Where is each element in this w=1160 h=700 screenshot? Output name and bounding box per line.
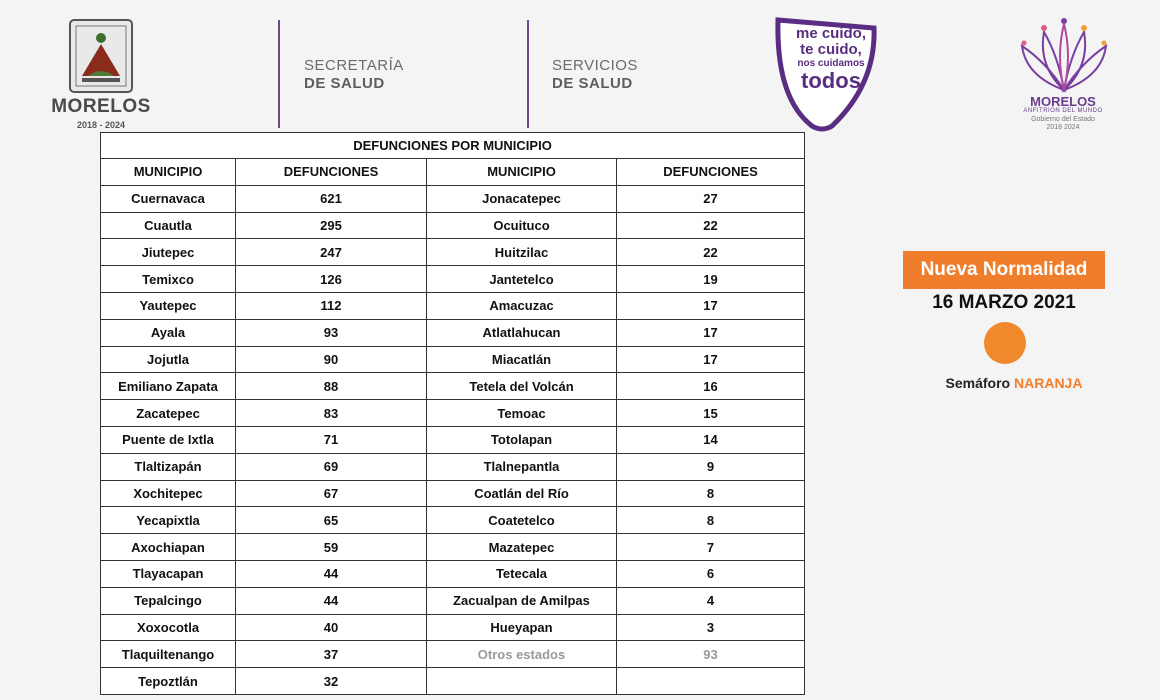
deaths-by-municipality-table: [100, 132, 805, 695]
municipio-cell: Emiliano Zapata: [101, 373, 236, 400]
defunciones-cell: 126: [236, 266, 427, 293]
table-row: [101, 212, 805, 239]
gobierno-line1: Gobierno del Estado: [1031, 116, 1095, 123]
servicios-line2: DE SALUD: [552, 75, 633, 92]
defunciones-cell: 295: [236, 212, 427, 239]
table-row: [101, 587, 805, 614]
table-row: [101, 668, 805, 695]
defunciones-cell: 93: [236, 319, 427, 346]
municipio-cell: Xoxocotla: [101, 614, 236, 641]
table-row: [101, 507, 805, 534]
municipio-cell: Jojutla: [101, 346, 236, 373]
municipio-cell: Xochitepec: [101, 480, 236, 507]
defunciones-cell: 621: [236, 185, 427, 212]
municipio-cell: Amacuzac: [427, 292, 617, 319]
defunciones-cell: 44: [236, 587, 427, 614]
municipio-cell: Zacualpan de Amilpas: [427, 587, 617, 614]
table-row: [101, 319, 805, 346]
municipio-cell: Tetela del Volcán: [427, 373, 617, 400]
defunciones-cell: 6: [617, 560, 805, 587]
defunciones-cell: 93: [617, 641, 805, 668]
morelos-logo-years: 2018 - 2024: [76, 120, 126, 130]
table-row: [101, 614, 805, 641]
defunciones-cell: 19: [617, 266, 805, 293]
gobierno-logo-caption: [1000, 116, 1126, 132]
municipio-cell: Puente de Ixtla: [101, 426, 236, 453]
table-body: [101, 185, 805, 694]
defunciones-cell: 32: [236, 668, 427, 695]
municipio-cell: Tetecala: [427, 560, 617, 587]
column-header: DEFUNCIONES: [617, 159, 805, 186]
morelos-seal-icon: [68, 18, 134, 94]
municipio-cell: Tlayacapan: [101, 560, 236, 587]
municipio-cell: Totolapan: [427, 426, 617, 453]
header-divider: [278, 20, 280, 128]
defunciones-cell: 9: [617, 453, 805, 480]
table-row: [101, 480, 805, 507]
defunciones-cell: 44: [236, 560, 427, 587]
defunciones-cell: 4: [617, 587, 805, 614]
municipio-cell: [427, 668, 617, 695]
column-header: MUNICIPIO: [427, 159, 617, 186]
gobierno-logo-subtitle: ANFITRIÓN DEL MUNDO: [1023, 108, 1103, 114]
municipio-cell: Jiutepec: [101, 239, 236, 266]
table-header-row: [101, 159, 805, 186]
campaign-slogan: [790, 26, 872, 92]
header-divider: [527, 20, 529, 128]
defunciones-cell: 22: [617, 239, 805, 266]
municipio-cell: Axochiapan: [101, 534, 236, 561]
defunciones-cell: 40: [236, 614, 427, 641]
defunciones-cell: 65: [236, 507, 427, 534]
defunciones-cell: 67: [236, 480, 427, 507]
defunciones-cell: 90: [236, 346, 427, 373]
semaforo-status: [903, 375, 1125, 391]
lotus-logo-icon: [1018, 16, 1110, 94]
municipio-cell: Cuernavaca: [101, 185, 236, 212]
defunciones-cell: 3: [617, 614, 805, 641]
semaforo-label: Semáforo: [945, 375, 1011, 391]
municipio-cell: Mazatepec: [427, 534, 617, 561]
municipio-cell: Huitzilac: [427, 239, 617, 266]
defunciones-cell: 16: [617, 373, 805, 400]
defunciones-cell: 27: [617, 185, 805, 212]
defunciones-cell: 59: [236, 534, 427, 561]
campaign-line3: nos cuidamos: [797, 57, 865, 69]
defunciones-cell: 37: [236, 641, 427, 668]
table-title: DEFUNCIONES POR MUNICIPIO: [101, 133, 805, 159]
defunciones-cell: 14: [617, 426, 805, 453]
municipio-cell: Coatetelco: [427, 507, 617, 534]
municipio-cell: Yecapixtla: [101, 507, 236, 534]
defunciones-cell: 83: [236, 400, 427, 427]
table-row: [101, 641, 805, 668]
campaign-line2: te cuido,: [800, 40, 862, 58]
municipio-cell: Jantetelco: [427, 266, 617, 293]
defunciones-cell: 7: [617, 534, 805, 561]
table-row: [101, 453, 805, 480]
municipio-cell: Tepalcingo: [101, 587, 236, 614]
secretaria-line2: DE SALUD: [304, 75, 385, 92]
defunciones-cell: 17: [617, 319, 805, 346]
municipio-cell: Cuautla: [101, 212, 236, 239]
campaign-line1: me cuido,: [795, 25, 866, 42]
campaign-line4: todos: [801, 68, 861, 93]
defunciones-cell: [617, 668, 805, 695]
semaforo-color-name: NARANJA: [1014, 375, 1083, 391]
defunciones-cell: 247: [236, 239, 427, 266]
municipio-cell: Tepoztlán: [101, 668, 236, 695]
report-date: 16 MARZO 2021: [932, 292, 1076, 313]
table-row: [101, 426, 805, 453]
defunciones-cell: 22: [617, 212, 805, 239]
municipio-cell: Miacatlán: [427, 346, 617, 373]
column-header: DEFUNCIONES: [236, 159, 427, 186]
secretaria-line1: SECRETARÍA: [304, 57, 404, 74]
table-row: [101, 346, 805, 373]
table-row: [101, 400, 805, 427]
municipio-cell: Temoac: [427, 400, 617, 427]
municipio-cell: Zacatepec: [101, 400, 236, 427]
table-row: [101, 239, 805, 266]
municipio-cell: Hueyapan: [427, 614, 617, 641]
municipio-cell: Ayala: [101, 319, 236, 346]
defunciones-cell: 71: [236, 426, 427, 453]
traffic-light-dot-icon: [984, 322, 1026, 364]
table-row: [101, 292, 805, 319]
municipio-cell: Jonacatepec: [427, 185, 617, 212]
secretaria-de-salud-logo: [304, 57, 404, 93]
morelos-logo-name: MORELOS: [51, 96, 151, 117]
gobierno-line2: 2018 2024: [1046, 124, 1080, 131]
municipio-cell: Atlatlahucan: [427, 319, 617, 346]
nueva-normalidad-badge: Nueva Normalidad: [903, 251, 1105, 289]
municipio-cell: Coatlán del Río: [427, 480, 617, 507]
municipio-cell: Tlalnepantla: [427, 453, 617, 480]
municipio-cell: Otros estados: [427, 641, 617, 668]
municipio-cell: Temixco: [101, 266, 236, 293]
table-row: [101, 534, 805, 561]
gobierno-logo-name: MORELOS: [1030, 94, 1096, 109]
servicios-de-salud-logo: [552, 57, 638, 93]
servicios-line1: SERVICIOS: [552, 57, 638, 74]
defunciones-cell: 15: [617, 400, 805, 427]
defunciones-cell: 8: [617, 480, 805, 507]
defunciones-cell: 69: [236, 453, 427, 480]
column-header: MUNICIPIO: [101, 159, 236, 186]
table-row: [101, 266, 805, 293]
defunciones-cell: 112: [236, 292, 427, 319]
municipio-cell: Ocuituco: [427, 212, 617, 239]
defunciones-cell: 17: [617, 346, 805, 373]
table-row: [101, 185, 805, 212]
table-row: [101, 560, 805, 587]
municipio-cell: Yautepec: [101, 292, 236, 319]
defunciones-cell: 17: [617, 292, 805, 319]
municipio-cell: Tlaltizapán: [101, 453, 236, 480]
table-row: [101, 373, 805, 400]
municipio-cell: Tlaquiltenango: [101, 641, 236, 668]
defunciones-cell: 88: [236, 373, 427, 400]
defunciones-cell: 8: [617, 507, 805, 534]
